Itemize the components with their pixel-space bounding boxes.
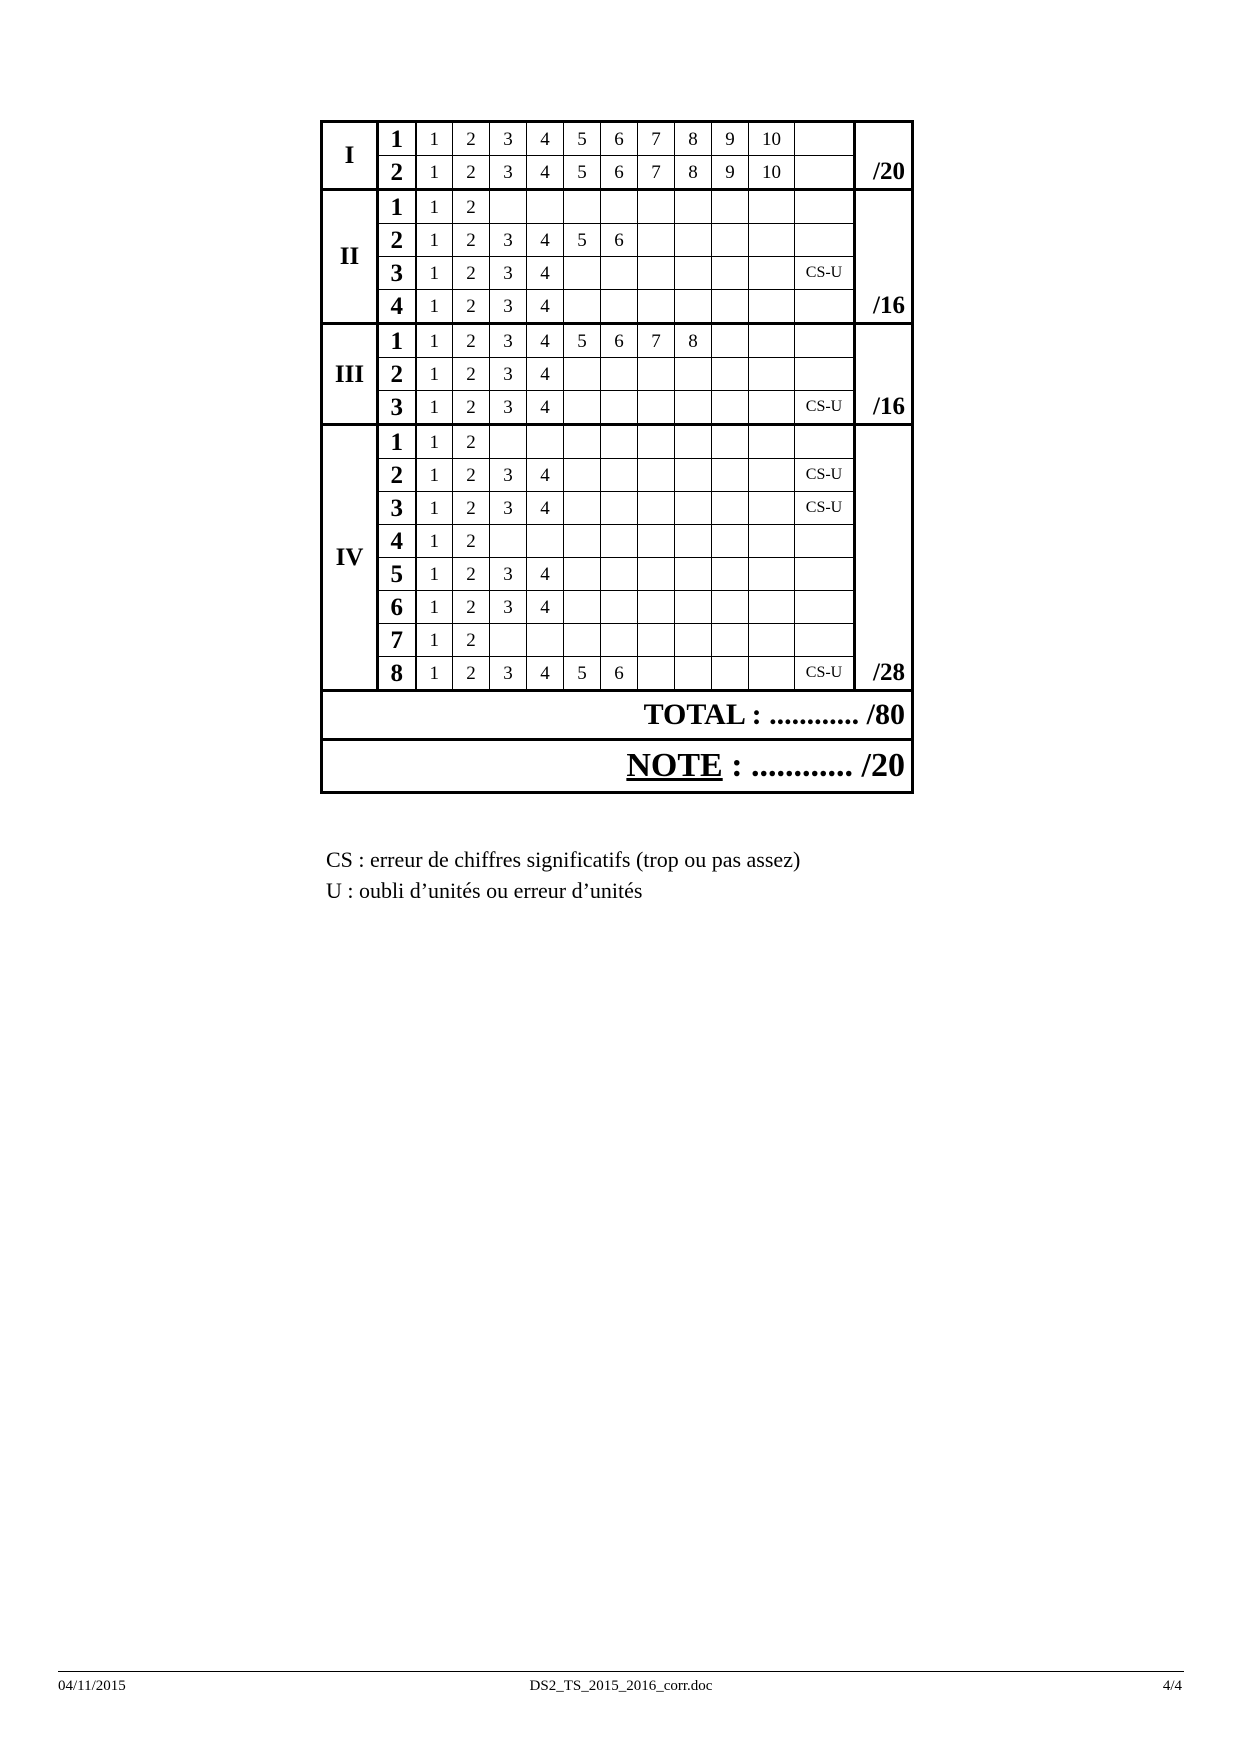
item-cell <box>638 624 675 657</box>
item-cell: 8 <box>675 324 712 358</box>
item-cell: 3 <box>490 324 527 358</box>
item-cell: 2 <box>453 425 490 459</box>
item-cell: 1 <box>416 290 453 324</box>
item-cell <box>712 324 749 358</box>
footer-filename: DS2_TS_2015_2016_corr.doc <box>529 1678 713 1694</box>
grading-row <box>322 224 913 257</box>
item-cell <box>490 525 527 558</box>
item-cell: 6 <box>601 156 638 190</box>
item-cell <box>601 358 638 391</box>
item-cell: 3 <box>490 558 527 591</box>
item-cell <box>749 358 795 391</box>
page-footer <box>58 1671 1184 1694</box>
item-cell: 1 <box>416 391 453 425</box>
item-cell: 5 <box>564 156 601 190</box>
item-cell <box>601 391 638 425</box>
item-cell <box>675 657 712 691</box>
item-cell <box>749 525 795 558</box>
section-score: /20 <box>855 122 913 190</box>
cs-u-cell: CS-U <box>795 257 855 290</box>
item-cell: 4 <box>527 156 564 190</box>
item-cell <box>490 425 527 459</box>
question-number: 5 <box>378 558 416 591</box>
item-cell: 4 <box>527 558 564 591</box>
item-cell <box>675 358 712 391</box>
item-cell: 1 <box>416 624 453 657</box>
item-cell: 3 <box>490 591 527 624</box>
item-cell <box>749 391 795 425</box>
item-cell: 3 <box>490 657 527 691</box>
question-number: 3 <box>378 257 416 290</box>
item-cell <box>638 459 675 492</box>
item-cell <box>638 558 675 591</box>
item-cell: 3 <box>490 156 527 190</box>
item-cell <box>527 425 564 459</box>
grading-row <box>322 257 913 290</box>
grading-row <box>322 459 913 492</box>
item-cell <box>675 591 712 624</box>
item-cell <box>749 591 795 624</box>
item-cell: 6 <box>601 324 638 358</box>
item-cell <box>675 624 712 657</box>
item-cell: 6 <box>601 657 638 691</box>
item-cell: 4 <box>527 257 564 290</box>
item-cell: 1 <box>416 224 453 257</box>
grading-row <box>322 324 913 358</box>
cs-u-cell: CS-U <box>795 391 855 425</box>
grading-row <box>322 492 913 525</box>
item-cell: 1 <box>416 657 453 691</box>
item-cell: 3 <box>490 391 527 425</box>
item-cell: 6 <box>601 122 638 156</box>
item-cell: 4 <box>527 657 564 691</box>
item-cell: 1 <box>416 324 453 358</box>
question-number: 4 <box>378 525 416 558</box>
question-number: 1 <box>378 425 416 459</box>
item-cell <box>712 190 749 224</box>
cs-u-cell <box>795 122 855 156</box>
section-label: I <box>322 122 378 190</box>
item-cell <box>712 558 749 591</box>
item-cell <box>675 224 712 257</box>
note-row <box>322 740 913 793</box>
grading-table <box>320 120 914 794</box>
item-cell <box>564 624 601 657</box>
item-cell <box>564 492 601 525</box>
question-number: 8 <box>378 657 416 691</box>
item-cell <box>564 558 601 591</box>
item-cell <box>638 425 675 459</box>
item-cell: 5 <box>564 122 601 156</box>
item-cell: 1 <box>416 558 453 591</box>
footer-date: 04/11/2015 <box>58 1678 126 1694</box>
item-cell: 9 <box>712 156 749 190</box>
legend-u: U : oubli d’unités ou erreur d’unités <box>326 878 643 903</box>
item-cell <box>675 391 712 425</box>
grading-row <box>322 156 913 190</box>
item-cell: 3 <box>490 257 527 290</box>
total-row <box>322 691 913 740</box>
item-cell <box>675 558 712 591</box>
item-cell <box>564 391 601 425</box>
item-cell: 4 <box>527 224 564 257</box>
total-label: TOTAL <box>643 698 745 731</box>
item-cell <box>675 290 712 324</box>
item-cell: 3 <box>490 122 527 156</box>
item-cell: 3 <box>490 224 527 257</box>
question-number: 3 <box>378 492 416 525</box>
grading-row <box>322 190 913 224</box>
grading-row <box>322 391 913 425</box>
item-cell: 4 <box>527 391 564 425</box>
item-cell <box>527 624 564 657</box>
item-cell <box>601 425 638 459</box>
question-number: 7 <box>378 624 416 657</box>
item-cell <box>675 459 712 492</box>
item-cell: 9 <box>712 122 749 156</box>
item-cell: 1 <box>416 122 453 156</box>
item-cell <box>749 290 795 324</box>
item-cell: 3 <box>490 290 527 324</box>
item-cell: 4 <box>527 492 564 525</box>
item-cell: 2 <box>453 290 490 324</box>
item-cell <box>601 558 638 591</box>
item-cell <box>564 257 601 290</box>
item-cell <box>712 224 749 257</box>
item-cell: 7 <box>638 156 675 190</box>
footer-page-number: 4/4 <box>1162 1678 1182 1694</box>
item-cell: 1 <box>416 425 453 459</box>
item-cell <box>712 391 749 425</box>
item-cell <box>601 624 638 657</box>
item-cell <box>712 459 749 492</box>
item-cell <box>601 492 638 525</box>
item-cell <box>564 591 601 624</box>
item-cell <box>638 391 675 425</box>
item-cell: 7 <box>638 122 675 156</box>
item-cell <box>749 558 795 591</box>
item-cell: 2 <box>453 558 490 591</box>
item-cell <box>564 290 601 324</box>
item-cell <box>749 425 795 459</box>
question-number: 2 <box>378 358 416 391</box>
item-cell <box>712 358 749 391</box>
total-value: : ............ /80 <box>744 698 905 731</box>
item-cell <box>601 525 638 558</box>
item-cell <box>712 657 749 691</box>
item-cell <box>490 190 527 224</box>
item-cell <box>712 591 749 624</box>
note-cell <box>322 740 913 793</box>
item-cell <box>749 459 795 492</box>
cs-u-cell: CS-U <box>795 657 855 691</box>
cs-u-cell <box>795 190 855 224</box>
item-cell <box>749 190 795 224</box>
item-cell: 2 <box>453 391 490 425</box>
grading-row <box>322 525 913 558</box>
cs-u-cell <box>795 591 855 624</box>
section-label: II <box>322 190 378 324</box>
grading-row <box>322 591 913 624</box>
question-number: 4 <box>378 290 416 324</box>
item-cell <box>638 257 675 290</box>
cs-u-cell <box>795 425 855 459</box>
item-cell <box>601 190 638 224</box>
item-cell: 6 <box>601 224 638 257</box>
cs-u-cell: CS-U <box>795 492 855 525</box>
grading-row <box>322 558 913 591</box>
note-label: NOTE <box>626 747 723 784</box>
question-number: 2 <box>378 459 416 492</box>
legend-cs: CS : erreur de chiffres significatifs (trop ou pas assez) <box>326 847 801 872</box>
question-number: 1 <box>378 190 416 224</box>
cs-u-cell <box>795 290 855 324</box>
item-cell <box>601 290 638 324</box>
item-cell: 8 <box>675 122 712 156</box>
item-cell: 4 <box>527 324 564 358</box>
item-cell <box>749 492 795 525</box>
item-cell <box>638 657 675 691</box>
item-cell: 7 <box>638 324 675 358</box>
cs-u-cell <box>795 224 855 257</box>
item-cell: 3 <box>490 358 527 391</box>
item-cell: 1 <box>416 358 453 391</box>
grading-row <box>322 290 913 324</box>
section-label: IV <box>322 425 378 691</box>
total-cell <box>322 691 913 740</box>
item-cell <box>564 425 601 459</box>
item-cell <box>638 190 675 224</box>
item-cell <box>712 257 749 290</box>
item-cell: 2 <box>453 591 490 624</box>
cs-u-cell <box>795 358 855 391</box>
item-cell: 2 <box>453 122 490 156</box>
item-cell: 2 <box>453 224 490 257</box>
cs-u-cell: CS-U <box>795 459 855 492</box>
cs-u-cell <box>795 156 855 190</box>
item-cell: 1 <box>416 190 453 224</box>
item-cell: 5 <box>564 324 601 358</box>
item-cell <box>712 624 749 657</box>
item-cell <box>675 190 712 224</box>
item-cell <box>601 257 638 290</box>
item-cell <box>564 190 601 224</box>
note-value: : ............ /20 <box>722 747 905 784</box>
item-cell: 3 <box>490 492 527 525</box>
cs-u-cell <box>795 324 855 358</box>
item-cell <box>675 257 712 290</box>
grading-row <box>322 358 913 391</box>
item-cell <box>749 624 795 657</box>
item-cell <box>601 591 638 624</box>
item-cell: 10 <box>749 122 795 156</box>
item-cell: 5 <box>564 224 601 257</box>
item-cell <box>638 224 675 257</box>
grading-row <box>322 624 913 657</box>
item-cell: 2 <box>453 257 490 290</box>
item-cell: 2 <box>453 525 490 558</box>
item-cell: 2 <box>453 492 490 525</box>
item-cell: 1 <box>416 492 453 525</box>
item-cell: 1 <box>416 525 453 558</box>
item-cell <box>564 358 601 391</box>
item-cell <box>749 657 795 691</box>
section-label: III <box>322 324 378 425</box>
section-score: /16 <box>855 324 913 425</box>
item-cell: 5 <box>564 657 601 691</box>
item-cell <box>638 492 675 525</box>
item-cell <box>527 525 564 558</box>
item-cell <box>712 492 749 525</box>
item-cell: 1 <box>416 156 453 190</box>
question-number: 1 <box>378 122 416 156</box>
item-cell: 4 <box>527 459 564 492</box>
cs-u-cell <box>795 624 855 657</box>
item-cell: 10 <box>749 156 795 190</box>
item-cell: 4 <box>527 122 564 156</box>
cs-u-cell <box>795 525 855 558</box>
item-cell: 2 <box>453 657 490 691</box>
item-cell: 2 <box>453 358 490 391</box>
section-score: /16 <box>855 190 913 324</box>
item-cell <box>749 257 795 290</box>
item-cell: 1 <box>416 257 453 290</box>
item-cell: 1 <box>416 591 453 624</box>
item-cell: 2 <box>453 190 490 224</box>
item-cell <box>527 190 564 224</box>
item-cell <box>675 425 712 459</box>
item-cell: 3 <box>490 459 527 492</box>
grading-row <box>322 425 913 459</box>
grading-row <box>322 122 913 156</box>
item-cell <box>638 290 675 324</box>
question-number: 2 <box>378 224 416 257</box>
item-cell <box>638 591 675 624</box>
item-cell <box>564 459 601 492</box>
item-cell: 4 <box>527 358 564 391</box>
question-number: 1 <box>378 324 416 358</box>
item-cell <box>564 525 601 558</box>
item-cell: 8 <box>675 156 712 190</box>
item-cell: 4 <box>527 290 564 324</box>
item-cell <box>675 492 712 525</box>
grading-row <box>322 657 913 691</box>
item-cell <box>638 358 675 391</box>
item-cell <box>601 459 638 492</box>
item-cell: 1 <box>416 459 453 492</box>
item-cell: 2 <box>453 459 490 492</box>
cs-u-cell <box>795 558 855 591</box>
item-cell <box>490 624 527 657</box>
item-cell <box>749 224 795 257</box>
question-number: 3 <box>378 391 416 425</box>
item-cell <box>675 525 712 558</box>
item-cell <box>712 290 749 324</box>
item-cell <box>712 525 749 558</box>
item-cell <box>638 525 675 558</box>
item-cell <box>749 324 795 358</box>
item-cell: 2 <box>453 324 490 358</box>
item-cell: 4 <box>527 591 564 624</box>
item-cell <box>712 425 749 459</box>
question-number: 6 <box>378 591 416 624</box>
section-score: /28 <box>855 425 913 691</box>
item-cell: 2 <box>453 624 490 657</box>
item-cell: 2 <box>453 156 490 190</box>
question-number: 2 <box>378 156 416 190</box>
